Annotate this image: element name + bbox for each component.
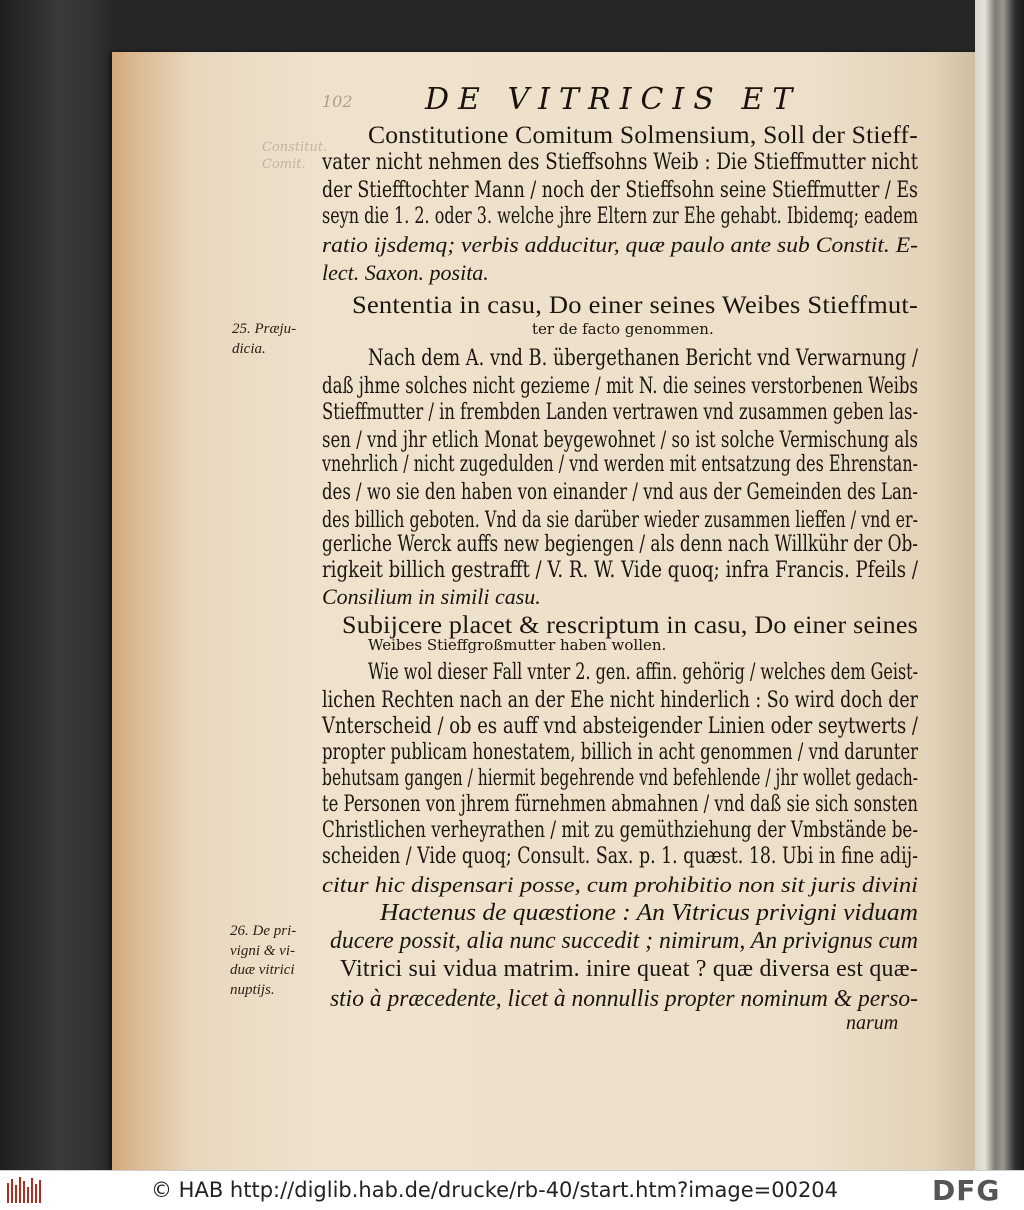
text-line: stio à præcedente, licet à nonnullis propter nominum & perso- <box>330 986 918 1012</box>
text-line: lichen Rechten nach an der Ehe nicht hinderlich : So wird doch der <box>322 688 918 713</box>
text-line: Vitrici sui vidua matrim. inire queat ? quæ diversa est quæ- <box>340 956 918 982</box>
dfg-logo: DFG <box>932 1174 1001 1207</box>
text-line: Consilium in simili casu. <box>322 584 541 609</box>
text-line: vnehrlich / nicht zugedulden / vnd werden mit entsatzung des Ehrenstan- <box>322 452 918 477</box>
hab-logo-icon <box>6 1175 44 1205</box>
margin-ghost-line: Constitut. <box>262 140 328 155</box>
text-line: Sententia in casu, Do einer seines Weibes Stieffmut- <box>352 292 918 319</box>
text-line: behutsam gangen / hiermit begehrende vnd befehlende / jhr wollet gedach- <box>322 766 918 791</box>
text-line: Christlichen verheyrathen / mit zu gemüthziehung der Vmbstände be- <box>322 818 918 843</box>
copyright-url[interactable]: © HAB http://diglib.hab.de/drucke/rb-40/start.htm?image=00204 <box>151 1178 839 1202</box>
text-line: Wie wol dieser Fall vnter 2. gen. affin. gehörig / welches dem Geist- <box>368 660 918 685</box>
text-line: te Personen von jhrem fürnehmen abmahnen / vnd daß sie sich sonsten <box>322 792 918 817</box>
text-line: Subijcere placet & rescriptum in casu, Do einer seines <box>342 612 918 639</box>
text-line: sen / vnd jhr etlich Monat beygewohnet / so ist solche Vermischung als <box>322 428 918 453</box>
text-line: propter publicam honestatem, billich in acht genommen / vnd darunter <box>322 740 918 765</box>
margin-ghost-line: Comit. <box>262 156 306 172</box>
text-line: Hactenus de quæstione : An Vitricus privigni viduam <box>380 900 918 926</box>
margin-ghost-text <box>262 140 327 174</box>
page-number: 102 <box>322 92 353 111</box>
viewer-footer <box>0 1170 1024 1210</box>
margin-note: 25. Præju- dicia. <box>232 321 297 357</box>
text-line: ratio ijsdemq; verbis adducitur, quæ paulo ante sub Constit. E- <box>322 232 918 257</box>
text-line: citur hic dispensari posse, cum prohibitio non sit juris divini <box>322 872 918 897</box>
text-line: Weibes Stieffgroßmutter haben wollen. <box>368 636 667 654</box>
text-line: Constitutione Comitum Solmensium, Soll der Stieff- <box>368 122 918 149</box>
book-edge <box>975 0 1024 1170</box>
text-line: gerliche Werck auffs new begiengen / als denn nach Willkühr der Ob- <box>322 532 918 557</box>
text-line: vater nicht nehmen des Stieffsohns Weib : Die Stieffmutter nicht <box>322 150 918 175</box>
text-line: ducere possit, alia nunc succedit ; nimirum, An privignus cum <box>330 928 918 954</box>
text-line: scheiden / Vide quoq; Consult. Sax. p. 1. quæst. 18. Ubi in fine adij- <box>322 844 918 869</box>
text-line: des / wo sie den haben von einander / vnd aus der Gemeinden des Lan- <box>322 480 918 505</box>
text-line: narum <box>846 1012 899 1034</box>
text-line: Vnterscheid / ob es auff vnd absteigender Linien oder seytwerts / <box>322 714 918 739</box>
text-line: Nach dem A. vnd B. übergethanen Bericht vnd Verwarnung / <box>368 346 918 371</box>
text-line: lect. Saxon. posita. <box>322 260 489 285</box>
text-line: daß jhme solches nicht gezieme / mit N. die seines verstorbenen Weibs <box>322 374 918 399</box>
text-line: ter de facto genommen. <box>532 320 714 338</box>
text-line: seyn die 1. 2. oder 3. welche jhre Eltern zur Ehe gehabt. Ibidemq; eadem <box>322 204 918 229</box>
text-line: rigkeit billich gestrafft / V. R. W. Vide quoq; infra Francis. Pfeils / <box>322 558 918 583</box>
text-line: des billich geboten. Vnd da sie darüber wieder zusammen lieffen / vnd er- <box>322 508 918 533</box>
text-line: der Stiefftochter Mann / noch der Stieffsohn seine Stieffmutter / Es <box>322 178 918 203</box>
running-head: DE VITRICIS ET <box>425 82 802 117</box>
text-line: Stieffmutter / in frembden Landen vertrawen vnd zusammen geben las- <box>322 400 918 425</box>
margin-note: 26. De pri- vigni & vi- duæ vitrici nuptijs. <box>230 923 297 998</box>
